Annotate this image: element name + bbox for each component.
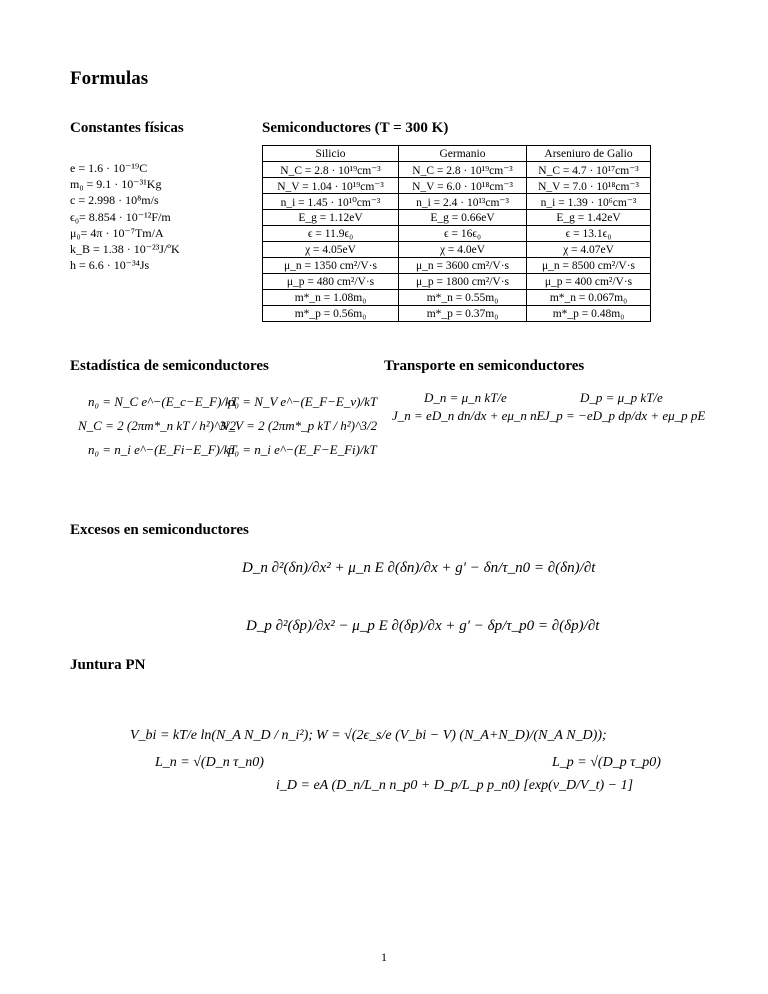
excess-n-equation: D_n ∂²(δn)/∂x² + μ_n E ∂(δn)/∂x + g′ − δn/τ_n0 = ∂(δn)/∂t [242, 560, 596, 576]
vbi-equation: V_bi = kT/e ln(N_A N_D / n_i²); [130, 728, 313, 743]
table-row [263, 226, 651, 242]
table-cell: N_V = 6.0 · 10¹⁸cm⁻³ [399, 178, 527, 194]
constants-list [70, 160, 180, 273]
table-cell: m*_p = 0.37m₀ [399, 306, 527, 322]
table-row [263, 242, 651, 258]
transport-heading: Transporte en semiconductores [384, 358, 585, 374]
table-cell: E_g = 0.66eV [399, 210, 527, 226]
constant-item: ϵ₀= 8.854 · 10⁻¹²F/m [70, 209, 171, 224]
table-cell: μ_p = 480 cm²/V·s [263, 274, 399, 290]
table-cell: n_i = 1.39 · 10⁶cm⁻³ [527, 194, 651, 210]
table-row [263, 274, 651, 290]
page-number: 1 [381, 950, 387, 964]
constant-item: k_B = 1.38 · 10⁻²³J/ºK [70, 242, 180, 257]
column-header: Silicio [263, 146, 399, 162]
table-row [263, 210, 651, 226]
statistics-heading: Estadística de semiconductores [70, 358, 269, 374]
excess-heading: Excesos en semiconductores [70, 522, 249, 538]
nc-equation: N_C = 2 (2πm*_n kT / h²)^3/2 [78, 418, 237, 433]
table-cell: χ = 4.07eV [527, 242, 651, 258]
column-header: Germanio [399, 146, 527, 162]
jp-equation: J_p = −eD_p dp/dx + eμ_p pE [544, 408, 706, 423]
column-header: Arseniuro de Galio [527, 146, 651, 162]
table-cell: m*_n = 1.08m₀ [263, 290, 399, 306]
table-row [263, 258, 651, 274]
table-cell: E_g = 1.42eV [527, 210, 651, 226]
nv-equation: N_V = 2 (2πm*_p kT / h²)^3/2 [220, 418, 378, 433]
n0-equation: n₀ = N_C e^−(E_c−E_F)/kT [88, 394, 239, 409]
constant-item: h = 6.6 · 10⁻³⁴Js [70, 258, 150, 273]
constants-heading: Constantes físicas [70, 120, 184, 136]
table-cell: μ_n = 1350 cm²/V·s [263, 258, 399, 274]
table-cell: μ_p = 1800 cm²/V·s [399, 274, 527, 290]
table-cell: N_C = 2.8 · 10¹⁹cm⁻³ [263, 162, 399, 178]
excess-p-equation: D_p ∂²(δp)/∂x² − μ_p E ∂(δp)/∂x + g′ − δp/τ_p0 = ∂(δp)/∂t [246, 618, 600, 634]
jn-equation: J_n = eD_n dn/dx + eμ_n nE [392, 408, 545, 423]
table-cell: m*_p = 0.56m₀ [263, 306, 399, 322]
table-cell: n_i = 1.45 · 10¹⁰cm⁻³ [263, 194, 399, 210]
p0-ni-equation: p₀ = n_i e^−(E_F−E_Fi)/kT [228, 442, 377, 457]
table-cell: N_C = 4.7 · 10¹⁷cm⁻³ [527, 162, 651, 178]
table-cell: ϵ = 16ϵ₀ [399, 226, 527, 242]
table-cell: n_i = 2.4 · 10¹³cm⁻³ [399, 194, 527, 210]
constant-item: c = 2.998 · 10⁸m/s [70, 193, 159, 208]
table-cell: χ = 4.0eV [399, 242, 527, 258]
page-title: Formulas [70, 68, 149, 89]
table-cell: μ_p = 400 cm²/V·s [527, 274, 651, 290]
w-equation: W = √(2ϵ_s/e (V_bi − V) (N_A+N_D)/(N_A N_D)); [316, 728, 607, 743]
id-equation: i_D = eA (D_n/L_n n_p0 + D_p/L_p p_n0) [exp(v_D/V_t) − 1] [276, 778, 634, 793]
table-cell: N_V = 1.04 · 10¹⁹cm⁻³ [263, 178, 399, 194]
table-row [263, 194, 651, 210]
lp-equation: L_p = √(D_p τ_p0) [552, 755, 661, 770]
table-row [263, 178, 651, 194]
semiconductors-heading: Semiconductores (T = 300 K) [262, 120, 449, 136]
n0-ni-equation: n₀ = n_i e^−(E_Fi−E_F)/kT [88, 442, 237, 457]
table-row [263, 306, 651, 322]
pn-heading: Juntura PN [70, 657, 146, 673]
table-cell: E_g = 1.12eV [263, 210, 399, 226]
table-row [263, 290, 651, 306]
constant-item: m₀ = 9.1 · 10⁻³¹Kg [70, 177, 162, 192]
p0-equation: p₀ = N_V e^−(E_F−E_v)/kT [228, 394, 378, 409]
table-row [263, 162, 651, 178]
constant-item: μ₀= 4π · 10⁻⁷Tm/A [70, 225, 164, 240]
table-cell: N_V = 7.0 · 10¹⁸cm⁻³ [527, 178, 651, 194]
table-cell: ϵ = 13.1ϵ₀ [527, 226, 651, 242]
table-cell: μ_n = 3600 cm²/V·s [399, 258, 527, 274]
dp-equation: D_p = μ_p kT/e [580, 390, 663, 405]
table-cell: N_C = 2.8 · 10¹⁹cm⁻³ [399, 162, 527, 178]
constant-item: e = 1.6 · 10⁻¹⁹C [70, 161, 148, 175]
semiconductors-table [262, 145, 651, 322]
table-cell: χ = 4.05eV [263, 242, 399, 258]
table-header-row [263, 146, 651, 162]
table-cell: m*_n = 0.067m₀ [527, 290, 651, 306]
table-cell: μ_n = 8500 cm²/V·s [527, 258, 651, 274]
ln-equation: L_n = √(D_n τ_n0) [155, 755, 264, 770]
table-cell: m*_p = 0.48m₀ [527, 306, 651, 322]
table-cell: ϵ = 11.9ϵ₀ [263, 226, 399, 242]
table-cell: m*_n = 0.55m₀ [399, 290, 527, 306]
dn-equation: D_n = μ_n kT/e [424, 390, 507, 405]
